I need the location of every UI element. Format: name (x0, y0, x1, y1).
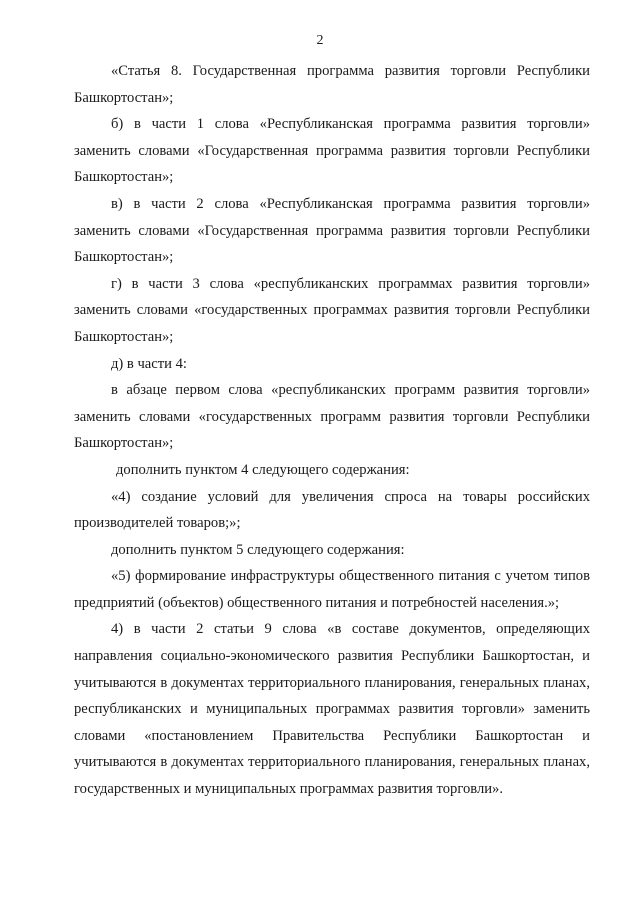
document-body (74, 58, 590, 803)
paragraph-b-part-1: б) в части 1 слова «Республиканская программа развития торговли» заменить словами «Государственная программа развития торговли Республики Башкортостан»; (74, 116, 590, 186)
paragraph-article-8-title: «Статья 8. Государственная программа развития торговли Республики Башкортостан»; (74, 63, 590, 106)
paragraph-4-article-9: 4) в части 2 статьи 9 слова «в составе документов, определяющих направления социально-экономического развития Республики Башкортостан, и учитываются в документах территориального планирования, генеральных планах, республиканских и муниципальных программах развития торговли» заменить словами «постановлением Правительства Республики Башкортостан и учитываются в документах территориального планирования, генеральных планах, государственных и муниципальных программах развития торговли». (74, 621, 590, 798)
paragraph-g-part-3: г) в части 3 слова «республиканских программах развития торговли» заменить словами «государственных программах развития торговли Республики Башкортостан»; (74, 275, 590, 345)
paragraph-point-4-text: «4) создание условий для увеличения спроса на товары российских производителей товаров;»; (74, 488, 590, 532)
paragraph-add-point-4: дополнить пунктом 4 следующего содержания: (116, 461, 410, 478)
paragraph-first-abzac: в абзаце первом слова «республиканских программ развития торговли» заменить словами «государственных программ развития торговли Республики Башкортостан»; (74, 382, 590, 452)
page-number: 2 (316, 33, 324, 48)
paragraph-add-point-5: дополнить пунктом 5 следующего содержания: (111, 541, 405, 558)
paragraph-v-part-2: в) в части 2 слова «Республиканская программа развития торговли» заменить словами «Государственная программа развития торговли Республики Башкортостан»; (74, 195, 590, 266)
paragraph-point-5-text: «5) формирование инфраструктуры общественного питания с учетом типов предприятий (объектов) общественного питания и потребностей населения.»; (74, 568, 590, 611)
paragraph-d-part-4: д) в части 4: (111, 355, 187, 372)
